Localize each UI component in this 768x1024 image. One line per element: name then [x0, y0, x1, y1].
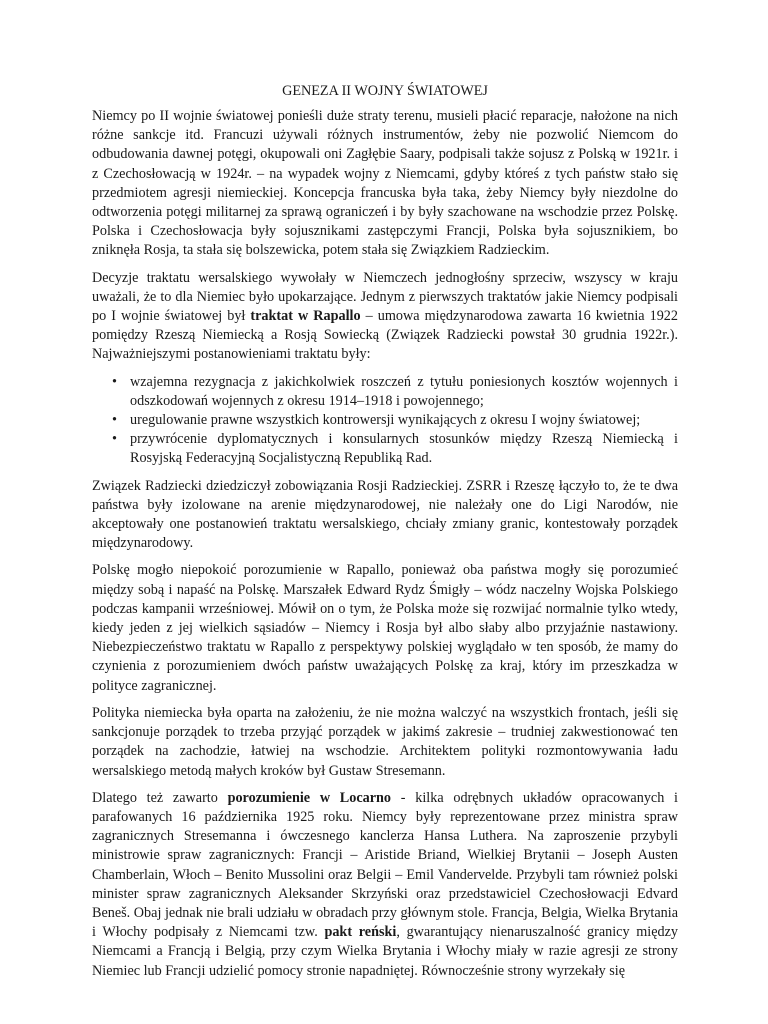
- paragraph-5: Polityka niemiecka była oparta na założeniu, że nie można walczyć na wszystkich frontach, jeśli się sankcjonuje porządek to trzeba przyjąć porządek w jakimś zakresie – trudniej zakwestionować ten porządek na zachodzie, łatwiej na wschodzie. Architektem polityki rozmontowywania ładu wersalskiego metodą małych kroków był Gustaw Stresemann.: [92, 704, 678, 779]
- list-item: • uregulowanie prawne wszystkich kontrowersji wynikających z okresu I wojny światowej;: [92, 411, 678, 430]
- paragraph-3: Związek Radziecki dziedziczył zobowiązania Rosji Radzieckiej. ZSRR i Rzeszę łączyło to, że te dwa państwa były izolowane na arenie międzynarodowej, nie należały one do Ligi Narodów, nie akceptowały one postanowień traktatu wersalskiego, chciały zmiany granic, kontestowały porządek międzynarodowy.: [92, 477, 678, 552]
- paragraph-2: [92, 269, 678, 365]
- rapallo-term: traktat w Rapallo: [250, 308, 361, 325]
- paragraph-2-text-a: Decyzje traktatu wersalskiego wywołały w Niemczech jednogłośny sprzeciw, wszyscy w kraju uważali, że to dla Niemiec było upokarzające. Jednym z pierwszych traktatów jakie Niemcy podpisali po I wojnie światowej był: [92, 269, 678, 325]
- document-title: GENEZA II WOJNY ŚWIATOWEJ: [282, 83, 488, 99]
- paragraph-2-text-b: – umowa międzynarodowa zawarta 16 kwietnia 1922 pomiędzy Rzeszą Niemiecką a Rosją Sowiecką (Związek Radziecki powstał 30 grudnia 1922r.). Najważniejszymi postanowieniami traktatu były:: [92, 308, 678, 363]
- locarno-term: porozumienie w Locarno: [227, 789, 392, 806]
- paragraph-4: Polskę mogło niepokoić porozumienie w Rapallo, ponieważ oba państwa mogły się porozumieć między sobą i napaść na Polskę. Marszałek Edward Rydz Śmigły – wódz naczelny Wojska Polskiego podczas kampanii wrześniowej. Mówił on o tym, że Polska może się rozwijać normalnie tylko wtedy, kiedy jeden z jej wielkich sąsiadów – Niemcy i Rosja był albo słaby albo przyjaźnie nastawiony. Niebezpieczeństwo traktatu w Rapallo z perspektywy polskiej wyglądało w ten sposób, że mamy do czynienia z porozumieniem dwóch państw uważających Polskę za kraj, który im przeszkadza w polityce zagranicznej.: [92, 562, 678, 694]
- paragraph-6-text-a: Dlatego też zawarto: [92, 789, 228, 806]
- rhine-pact-term: pakt reński: [324, 924, 397, 941]
- paragraph-6-text-b: - kilka odrębnych układów opracowanych i parafowanych 16 października 1925 roku. Niemcy były reprezentowane przez ministra spraw zagranicznych Stresemanna i ówczesnego kanclerza Hansa Luthera. Na zaproszenie przybyli ministrowie spraw zagranicznych: Francji – Aristide Briand, Wielkiej Brytanii – Joseph Austen Chamberlain, Włoch – Benito Mussolini oraz Belgii – Emil Vandervelde. Przybyli tam również polski minister spraw zagranicznych Aleksander Skrzyński oraz przedstawiciel Czechosłowacji Edvard Beneš. Obaj jednak nie brali udziału w obradach przy głównym stole. Francja, Belgia, Wielka Brytania i Włochy podpisały z Niemcami tzw.: [92, 789, 678, 941]
- paragraph-1: Niemcy po II wojnie światowej ponieśli duże straty terenu, musieli płacić reparacje, nałożone na nich różne sankcje itd. Francuzi używali różnych instrumentów, żeby nie pozwolić Niemcom do odbudowania dawnej potęgi, okupowali oni Zagłębie Saary, podpisali także sojusz z Polską w 1921r. i z Czechosłowacją w 1924r. – na wypadek wojny z Niemcami, gdyby któreś z tych państw stało się przedmiotem agresji niemieckiej. Koncepcja francuska była taka, żeby Niemcy były niezdolne do odtworzenia potęgi militarnej za sprawą ograniczeń i by były szachowane na wschodzie przez Polskę. Polska i Czechosłowacja były sojusznikami zastępczymi Francji, Polska była sojusznikiem, bo zniknęła Rosja, ta stała się bolszewicka, potem stała się Związkiem Radzieckim.: [92, 108, 678, 259]
- paragraph-6-text-c: , gwarantujący nienaruszalność granicy między Niemcami a Francją i Belgią, przy czym Wielka Brytania i Włochy miały w razie agresji ze strony Niemiec lub Francji udzielić pomocy stronie napadniętej. Równocześnie strony wyrzekały się: [92, 924, 679, 979]
- document-page: [92, 82, 678, 989]
- paragraph-6: [92, 789, 678, 981]
- list-item: • przywrócenie dyplomatycznych i konsularnych stosunków między Rzeszą Niemiecką i Rosyjską Federacyjną Socjalistyczną Republiką Rad.: [92, 430, 678, 468]
- list-item: • wzajemna rezygnacja z jakichkolwiek roszczeń z tytułu poniesionych kosztów wojennych i odszkodowań wojennych z okresu 1914–1918 i powojennego;: [92, 373, 678, 411]
- treaty-provisions-list: [92, 373, 678, 469]
